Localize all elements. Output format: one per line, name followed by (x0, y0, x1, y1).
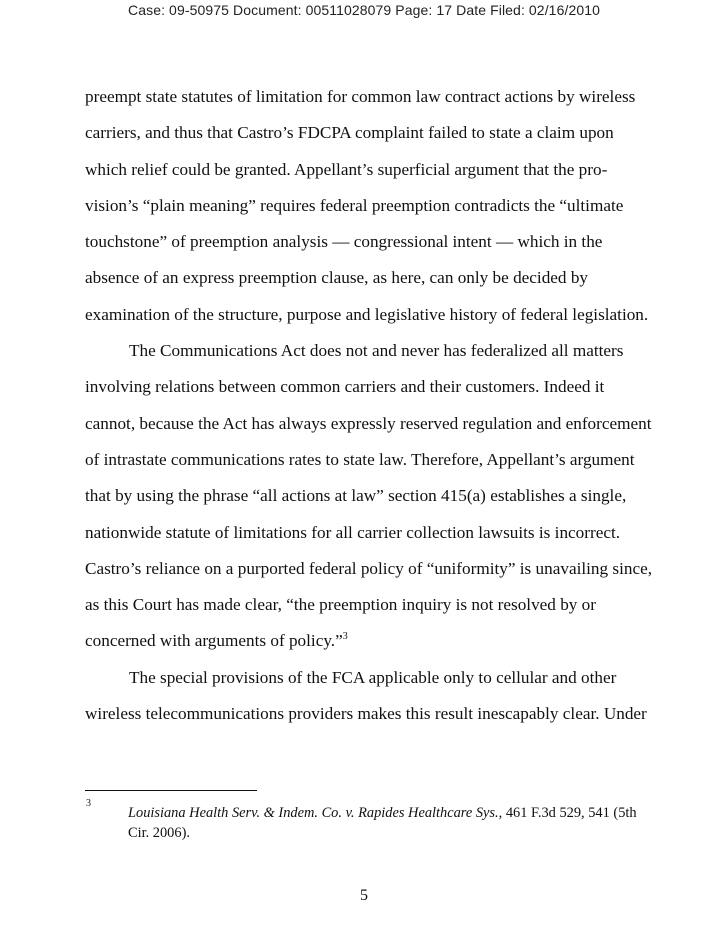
body-line: involving relations between common carriers and their customers. Indeed it (85, 377, 605, 397)
body-line-with-footnote (85, 630, 643, 666)
body-line: as this Court has made clear, “the preemption inquiry is not resolved by or (85, 595, 596, 615)
body-line: touchstone” of preemption analysis — congressional intent — which in the (85, 232, 603, 252)
body-line: which relief could be granted. Appellant’s superficial argument that the pro- (85, 159, 608, 179)
brief-body (85, 86, 653, 739)
footnote-case-name: Louisiana Health Serv. & Indem. Co. v. Rapides Healthcare Sys. (128, 805, 499, 821)
body-line: wireless telecommunications providers makes this result inescapably clear. Under (85, 704, 647, 724)
body-line: nationwide statute of limitations for all carrier collection lawsuits is incorrect. (85, 522, 621, 542)
body-line: Castro’s reliance on a purported federal policy of “uniformity” is unavailing since, (85, 558, 653, 578)
body-line: absence of an express preemption clause, as here, can only be decided by (85, 268, 589, 288)
footnote-citation: , 461 F.3d 529, 541 (5th (498, 805, 637, 821)
body-line: The special provisions of the FCA applicable only to cellular and other (129, 667, 617, 687)
body-line: vision’s “plain meaning” requires federal preemption contradicts the “ultimate (85, 195, 624, 215)
footnote-text (128, 803, 644, 843)
footnote-line (128, 803, 644, 823)
body-line: cannot, because the Act has always expressly reserved regulation and enforcement (85, 413, 652, 433)
page-number: 5 (360, 887, 368, 904)
footnote-reference: 3 (342, 631, 348, 643)
court-filing-header: Case: 09-50975 Document: 00511028079 Page: 17 Date Filed: 02/16/2010 (128, 2, 600, 18)
body-line: examination of the structure, purpose and legislative history of federal legislation. (85, 304, 649, 324)
body-line-text: concerned with arguments of policy.” (85, 631, 343, 651)
body-line: preempt state statutes of limitation for common law contract actions by wireless (85, 87, 636, 106)
footnote-line: Cir. 2006). (128, 825, 190, 841)
footnote-marker: 3 (86, 798, 91, 809)
body-line: The Communications Act does not and never has federalized all matters (129, 341, 624, 361)
body-line: carriers, and thus that Castro’s FDCPA complaint failed to state a claim upon (85, 123, 614, 143)
body-line: of intrastate communications rates to state law. Therefore, Appellant’s argument (85, 449, 635, 469)
body-line: that by using the phrase “all actions at law” section 415(a) establishes a single, (85, 486, 627, 506)
footnote-divider (85, 790, 257, 791)
